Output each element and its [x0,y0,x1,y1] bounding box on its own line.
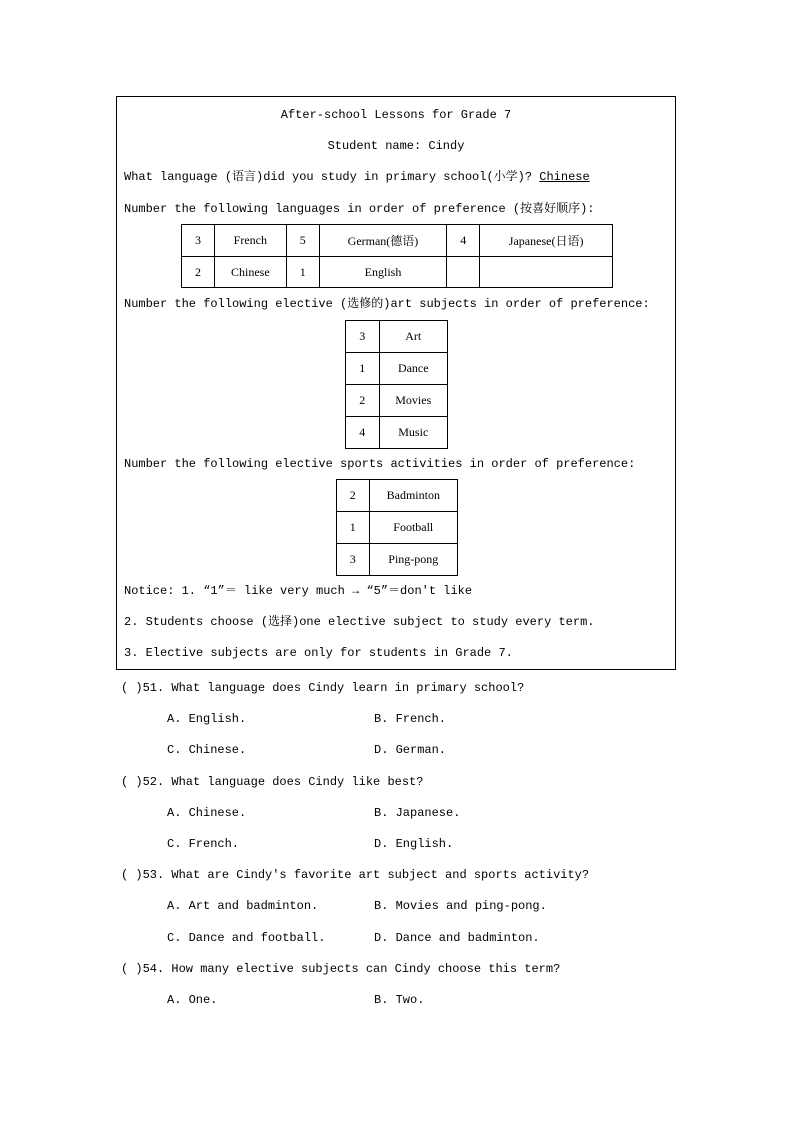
notice-1: Notice: 1. “1”＝ like very much → “5”＝don't like [124,584,473,598]
lang-cell: Chinese [214,257,286,288]
art-rank: 2 [346,385,380,417]
question-53: ( )53. What are Cindy's favorite art subject and sports activity? [121,868,590,882]
art-subject: Music [379,417,447,449]
option: D. English. [374,837,454,851]
option: B. Movies and ping-pong. [374,899,547,913]
lang-cell: English [319,257,447,288]
notice-3: 3. Elective subjects are only for students in Grade 7. [124,646,513,660]
sport-rank: 2 [337,480,370,512]
lang-cell: 1 [286,257,319,288]
option: A. Art and badminton. [167,899,319,913]
question-54: ( )54. How many elective subjects can Cindy choose this term? [121,962,561,976]
art-subject: Art [379,321,447,353]
option: D. German. [374,743,447,757]
lang-cell: Japanese(日语) [480,225,613,257]
question-51: ( )51. What language does Cindy learn in primary school? [121,681,525,695]
question-52: ( )52. What language does Cindy like best? [121,775,424,789]
lang-cell: French [214,225,286,257]
sport-activity: Football [369,512,457,544]
notice-2: 2. Students choose (选择)one elective subject to study every term. [124,615,595,629]
sports-instruction: Number the following elective sports activities in order of preference: [124,457,636,471]
sport-rank: 3 [337,544,370,576]
art-subject: Movies [379,385,447,417]
option: A. English. [167,712,247,726]
option: C. French. [167,837,240,851]
languages-table [181,224,613,288]
lang-cell: 5 [286,225,319,257]
option: C. Chinese. [167,743,247,757]
passage-title: After-school Lessons for Grade 7 [280,108,512,122]
sport-rank: 1 [337,512,370,544]
languages-instruction: Number the following languages in order of preference (按喜好顺序): [124,202,595,216]
option: A. One. [167,993,218,1007]
option: A. Chinese. [167,806,247,820]
lang-cell: 4 [447,225,480,257]
lang-cell: German(德语) [319,225,447,257]
art-rank: 1 [346,353,380,385]
art-subject: Dance [379,353,447,385]
option: B. Two. [374,993,425,1007]
sports-table [336,479,458,576]
student-name: Student name: Cindy [327,139,465,153]
lang-cell: 2 [182,257,215,288]
option: C. Dance and football. [167,931,326,945]
option: B. Japanese. [374,806,461,820]
lang-cell [480,257,613,288]
art-table [345,320,448,449]
option: D. Dance and badminton. [374,931,540,945]
lang-cell: 3 [182,225,215,257]
art-rank: 3 [346,321,380,353]
art-instruction: Number the following elective (选修的)art subjects in order of preference: [124,297,650,311]
option: B. French. [374,712,447,726]
language-question [124,169,590,185]
lang-cell [447,257,480,288]
sport-activity: Ping-pong [369,544,457,576]
language-answer: Chinese [539,170,590,184]
art-rank: 4 [346,417,380,449]
sport-activity: Badminton [369,480,457,512]
language-question-text: What language (语言)did you study in primary school(小学)? [124,170,533,184]
